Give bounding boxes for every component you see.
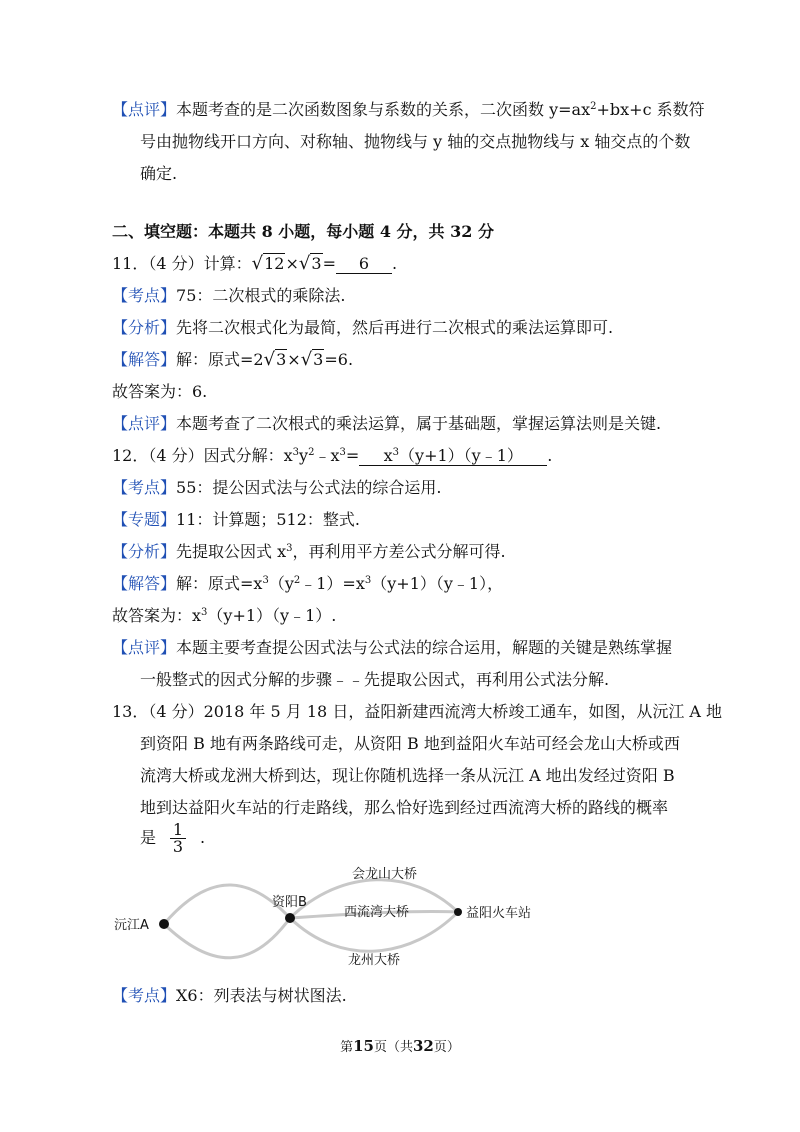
q11-knowledge: 【考点】75：二次根式的乘除法.: [112, 286, 346, 305]
label-b: 资阳B: [272, 895, 307, 910]
q12-analysis: 【分析】先提取公因式 $x^3$，再利用平方差公式分解可得.: [112, 542, 506, 561]
comment-tag: 【点评】: [112, 100, 177, 119]
comment-line-3: 确定.: [140, 164, 178, 183]
q12-final: 故答案为：$x^3(y+1)(y﹣1)$.: [112, 606, 337, 625]
q12-comment-line-1: 【点评】本题主要考查提公因式法与公式法的综合运用，解题的关键是熟练掌握: [112, 638, 673, 657]
q11-stem: 11．（4 分）计算：√12×√3= 6 .: [112, 253, 398, 274]
section-heading: 二、填空题：本题共 8 小题，每小题 4 分，共 32 分: [112, 222, 494, 241]
page-total: 32: [413, 1037, 434, 1055]
sqrt-12: √12: [251, 253, 285, 274]
q11-analysis: 【分析】先将二次根式化为最简，然后再进行二次根式的乘法运算即可.: [112, 318, 614, 337]
label-station: 益阳火车站: [466, 906, 532, 921]
q13-line-1: 13．（4 分）2018 年 5 月 18 日，益阳新建西流湾大桥竣工通车，如图，从沅江 A 地: [112, 702, 723, 721]
q13-line-4: 地到达益阳火车站的行走路线，那么恰好选到经过西流湾大桥的路线的概率: [140, 798, 669, 817]
q11-solution: 【解答】解：原式=2√3×√3=6.: [112, 349, 354, 370]
q13-answer: $\frac{1}{3}$: [156, 822, 200, 855]
node-b: [285, 913, 295, 923]
q11-comment: 【点评】本题考查了二次根式的乘法运算，属于基础题，掌握运算法则是关键.: [112, 414, 662, 433]
q11-answer: 6: [336, 255, 392, 274]
node-a: [159, 919, 169, 929]
q12-knowledge: 【考点】55：提公因式法与公式法的综合运用.: [112, 478, 442, 497]
label-longzhou: 龙州大桥: [348, 953, 401, 968]
q12-solution: 【解答】解：原式$=x^3(y^2﹣1)=x^3(y+1)(y﹣1)$，: [112, 574, 504, 593]
comment-line-1: 【点评】本题考查的是二次函数图象与系数的关系，二次函数 $y=ax^2+bx+c$ 系数符: [112, 100, 705, 119]
q13-line-3: 流湾大桥或龙洲大桥到达，现让你随机选择一条从沅江 A 地出发经过资阳 B: [140, 766, 675, 785]
route-diagram: [112, 858, 542, 978]
q12-comment-line-2: 一般整式的因式分解的步骤﹣﹣先提取公因式，再利用公式法分解.: [140, 670, 610, 689]
q13-knowledge: 【考点】X6：列表法与树状图法.: [112, 986, 347, 1005]
label-xiliu: 西流湾大桥: [344, 905, 410, 920]
route-a-b-lower: [164, 918, 290, 958]
sqrt-3: √3: [298, 253, 322, 274]
q13-line-5: 是 $\frac{1}{3}$ .: [140, 820, 206, 856]
label-a: 沅江A: [114, 918, 149, 933]
q12-answer: $x^3(y+1)(y﹣1)$: [359, 447, 547, 466]
q13-line-2: 到资阳 B 地有两条路线可走，从资阳 B 地到益阳火车站可经会龙山大桥或西: [140, 734, 680, 753]
page-footer: 第15页（共32页）: [340, 1037, 460, 1055]
q12-topic: 【专题】11：计算题；512：整式.: [112, 510, 361, 529]
label-huilong: 会龙山大桥: [352, 867, 418, 882]
q11-final: 故答案为：6.: [112, 382, 208, 401]
q12-stem: 12．（4 分）因式分解：$x^3y^2﹣x^3=$ $x^3(y+1)(y﹣1)$ .: [112, 446, 553, 465]
page-number: 15: [353, 1037, 374, 1055]
node-station: [454, 908, 462, 916]
comment-line-2: 号由抛物线开口方向、对称轴、抛物线与 y 轴的交点抛物线与 x 轴交点的个数: [140, 132, 691, 151]
